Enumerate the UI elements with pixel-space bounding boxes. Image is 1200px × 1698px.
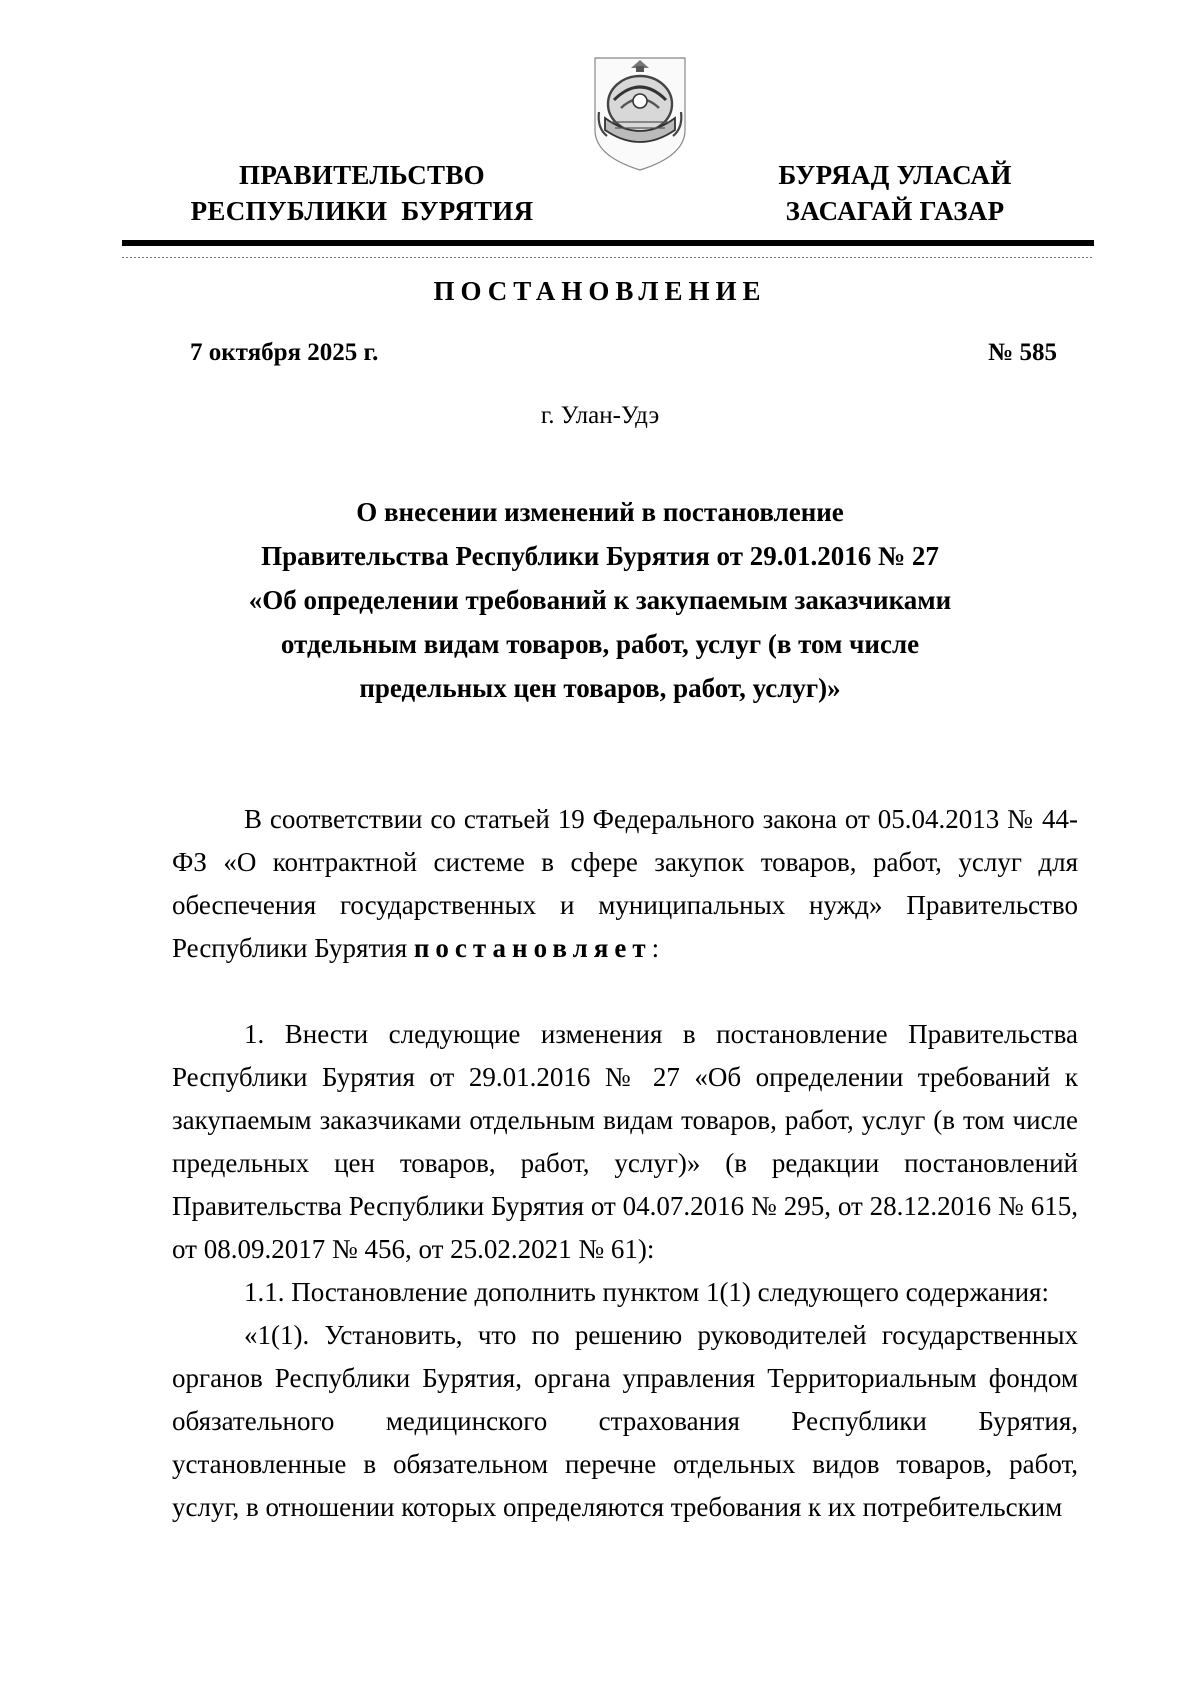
item-1-1-paragraph: 1.1. Постановление дополнить пунктом 1(1) следующего содержания: — [244, 1277, 1049, 1307]
title-line: Правительства Республики Бурятия от 29.01.2016 № 27 — [261, 541, 939, 571]
document-date: 7 октября 2025 г. — [190, 339, 379, 366]
title-line: отдельным видам товаров, работ, услуг (в том числе — [280, 629, 920, 659]
preamble-colon: : — [651, 933, 660, 963]
resolves-word: постановляет — [413, 933, 652, 963]
title-line: О внесении изменений в постановление — [356, 497, 844, 527]
title-line: предельных цен товаров, работ, услуг)» — [359, 673, 841, 703]
document-number: № 585 — [988, 339, 1057, 366]
item-1-paragraph: 1. Внести следующие изменения в постановление Правительства Республики Бурятия от 29.01.2016 № 27 «Об определении требований к закупаемым заказчиками отдельным видам товаров, работ, услуг (в том числе предельных цен товаров, работ, услуг)» (в редакции постановлений Правительства Республики Бурятия от 04.07.2016 № 295, от 28.12.2016 № 615, от 08.09.2017 № 456, от 25.02.2021 № 61): — [172, 1019, 1078, 1264]
header-left-line2: РЕСПУБЛИКИ БУРЯТИЯ — [190, 196, 534, 226]
header-right-line1: БУРЯАД УЛАСАЙ — [778, 160, 1012, 190]
coat-of-arms-emblem — [591, 52, 689, 172]
item-1-1-text-paragraph: «1(1). Установить, что по решению руководителей государственных органов Республики Бурятия, органа управления Территориальным фондом обязательного медицинского страхования Республики Бурятия, установленные в обязательном перечне отдельных видов товаров, работ, услуг, в отношении которых определяются требования к их потребительским — [172, 1320, 1078, 1522]
document-city: г. Улан-Удэ — [540, 402, 660, 429]
preamble-text: В соответствии со статьей 19 Федерального закона от 05.04.2013 № 44-ФЗ «О контрактной системе в сфере закупок товаров, работ, услуг для обеспечения государственных и муниципальных нужд» Правительство Республики Бурятия — [172, 804, 1078, 963]
government-name-buryat — [750, 157, 1040, 229]
document-body — [172, 798, 1078, 1529]
document-title — [200, 490, 1000, 710]
document-type: ПОСТАНОВЛЕНИЕ — [433, 276, 767, 306]
government-name-russian — [172, 157, 552, 229]
preamble-paragraph — [172, 798, 1078, 970]
header-divider-thin — [122, 257, 1094, 258]
header-right-line2: ЗАСАГАЙ ГАЗАР — [785, 196, 1005, 226]
header-left-line1: ПРАВИТЕЛЬСТВО — [239, 160, 485, 190]
title-line: «Об определении требований к закупаемым заказчиками — [248, 585, 952, 615]
header-divider-thick — [122, 240, 1094, 246]
